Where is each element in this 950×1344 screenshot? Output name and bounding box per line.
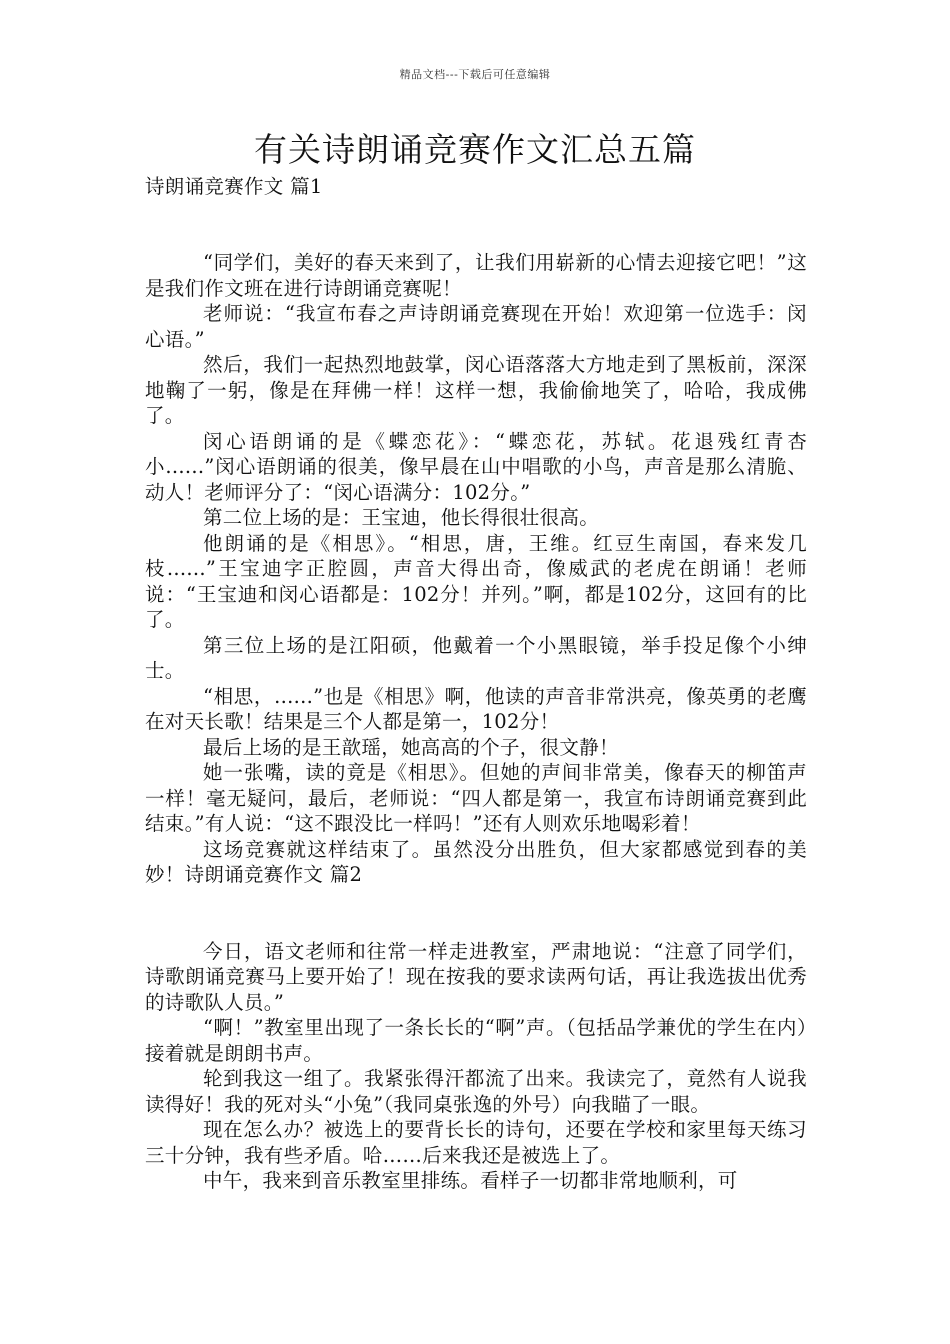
paragraph: 中午，我来到音乐教室里排练。看样子一切都非常地顺利，可 (203, 1169, 738, 1192)
document-body (145, 174, 807, 1194)
paragraph: 现在怎么办？被选上的要背长长的诗句，还要在学校和家里每天练习三十分钟，我有些矛盾。哈……后来我还是被选上了。 (145, 1118, 807, 1167)
paragraph: 然后，我们一起热烈地鼓掌，闵心语落落大方地走到了黑板前，深深地鞠了一躬，像是在拜佛一样！这样一想，我偷偷地笑了，哈哈，我成佛了。 (145, 353, 807, 427)
document-title: 有关诗朗诵竞赛作文汇总五篇 (254, 130, 696, 169)
paragraph: 她一张嘴，读的竟是《相思》。但她的声间非常美，像春天的柳笛声一样！毫无疑问，最后，老师说：“四人都是第一，我宣布诗朗诵竞赛到此结束。”有人说：“这不跟没比一样吗！”还有人则欢乐地喝彩着！ (145, 761, 807, 835)
paragraph: 他朗诵的是《相思》。“相思，唐，王维。红豆生南国，春来发几枝......”王宝迪字正腔圆，声音大得出奇，像威武的老虎在朗诵！老师说：“王宝迪和闵心语都是：102分！并列。”啊，都是102分，这回有的比了。 (145, 531, 807, 631)
paragraph: 老师说：“我宣布春之声诗朗诵竞赛现在开始！欢迎第一位选手：闵心语。” (145, 302, 807, 351)
paragraph: 今日，语文老师和往常一样走进教室，严肃地说：“注意了同学们，诗歌朗诵竞赛马上要开始了！现在按我的要求读两句话，再让我选拔出优秀的诗歌队人员。” (145, 939, 807, 1014)
paragraph: “相思，......”也是《相思》啊，他读的声音非常洪亮，像英勇的老鹰在对天长歌！结果是三个人都是第一，102分！ (145, 684, 807, 733)
paragraph: 第二位上场的是：王宝迪，他长得很壮很高。 (203, 506, 600, 529)
paragraph: “同学们，美好的春天来到了，让我们用崭新的心情去迎接它吧！”这是我们作文班在进行诗朗诵竞赛呢！ (145, 251, 807, 300)
paragraph: “啊！”教室里出现了一条长长的“啊”声。（包括品学兼优的学生在内）接着就是朗朗书声。 (145, 1016, 807, 1065)
paragraph: 最后上场的是王歆瑶，她高高的个子，很文静！ (203, 735, 619, 759)
paragraph: 闵心语朗诵的是《蝶恋花》：“蝶恋花，苏轼。花退残红青杏小......”闵心语朗诵的很美，像早晨在山中唱歌的小鸟，声音是那么清脆、动人！老师评分了：“闵心语满分：102分。” (145, 429, 807, 504)
paragraph-with-section-heading: 这场竞赛就这样结束了。虽然没分出胜负，但大家都感觉到春的美妙！诗朗诵竞赛作文 篇2 (145, 837, 807, 886)
section-heading: 诗朗诵竞赛作文 篇1 (145, 175, 323, 198)
paragraph: 第三位上场的是江阳硕，他戴着一个小黑眼镜，举手投足像个小绅士。 (145, 633, 807, 682)
header-note: 精品文档---下载后可任意编辑 (399, 68, 551, 81)
paragraph: 轮到我这一组了。我紧张得汗都流了出来。我读完了，竟然有人说我读得好！我的死对头“小兔”（我同桌张逸的外号）向我瞄了一眼。 (145, 1067, 807, 1116)
